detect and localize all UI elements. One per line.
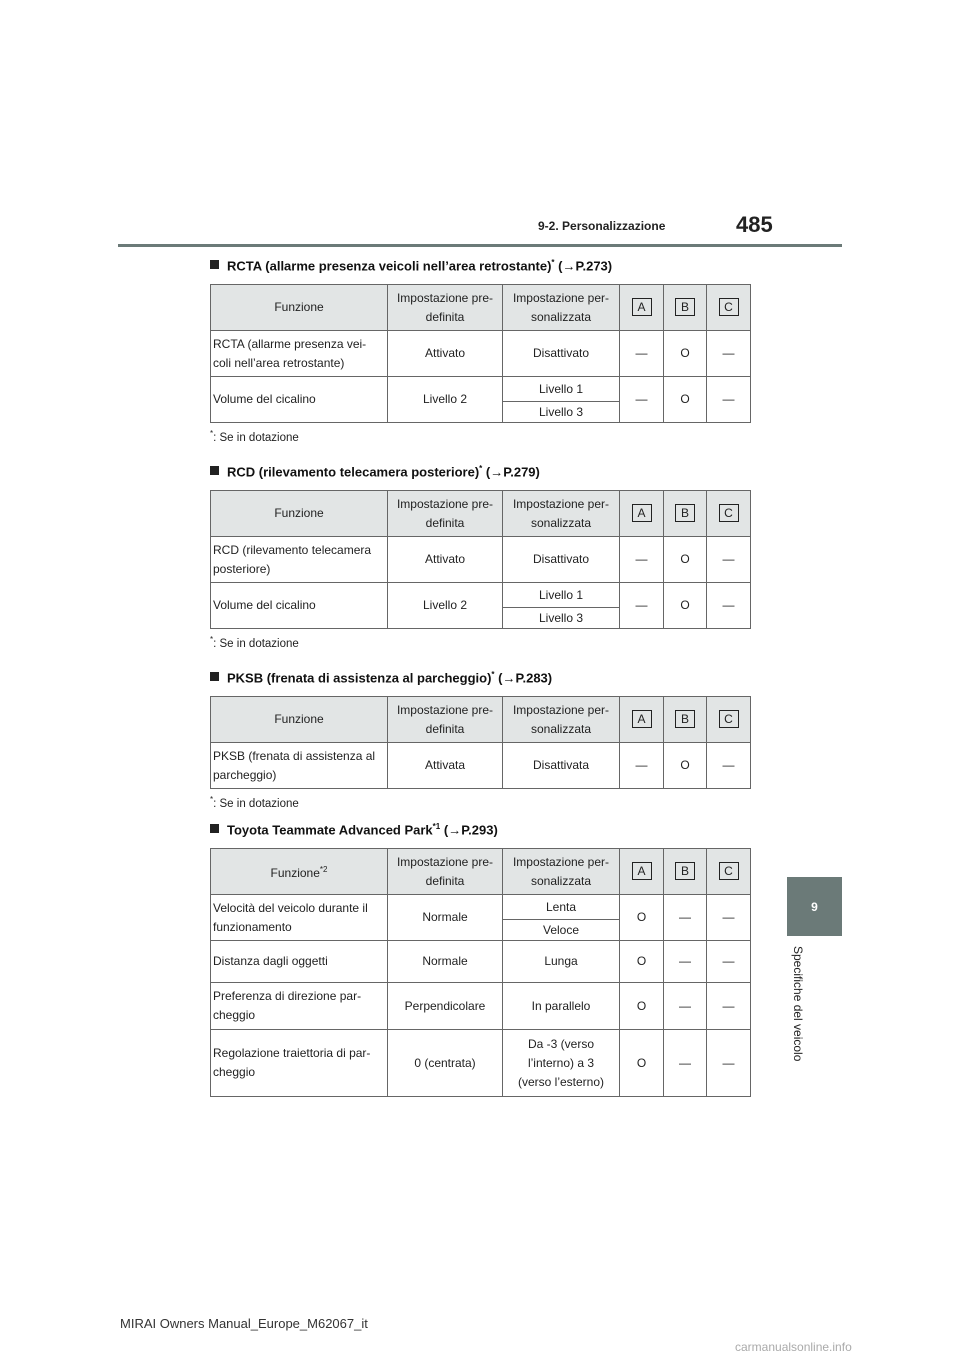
table-row <box>211 743 751 789</box>
footnote <box>210 795 750 810</box>
cell-default: Livello 2 <box>388 583 503 629</box>
title-sup: * <box>479 464 483 473</box>
title-sup: * <box>491 670 495 679</box>
cell-b: — <box>664 895 707 941</box>
cell-b: O <box>664 583 707 629</box>
cell-a: O <box>620 1030 664 1097</box>
square-bullet-icon <box>210 824 219 833</box>
section-title <box>210 670 750 692</box>
col-a <box>620 849 664 895</box>
table-row <box>211 331 751 377</box>
b-icon: B <box>675 298 695 316</box>
c-icon: C <box>719 710 739 728</box>
cell-funzione: Preferenza di direzione par- cheggio <box>211 983 388 1030</box>
settings-table <box>210 490 751 629</box>
col-c <box>707 285 751 331</box>
col-c <box>707 491 751 537</box>
title-sup: *1 <box>432 822 441 831</box>
cell-custom: Veloce <box>503 920 620 941</box>
footnote-mark: * <box>210 795 214 804</box>
cell-c: — <box>707 743 751 789</box>
cell-b: — <box>664 983 707 1030</box>
footnote-mark: * <box>210 635 214 644</box>
cell-custom: Lenta <box>503 895 620 920</box>
cell-default: Attivata <box>388 743 503 789</box>
cell-b: O <box>664 331 707 377</box>
cell-b: — <box>664 941 707 983</box>
col-custom: Impostazione per- sonalizzata <box>503 697 620 743</box>
section-title <box>210 258 750 280</box>
square-bullet-icon <box>210 466 219 475</box>
b-icon: B <box>675 862 695 880</box>
col-default: Impostazione pre- definita <box>388 697 503 743</box>
footer-text: MIRAI Owners Manual_Europe_M62067_it <box>120 1316 368 1331</box>
cell-custom: Livello 3 <box>503 608 620 629</box>
footnote <box>210 429 750 444</box>
col-default: Impostazione pre- definita <box>388 849 503 895</box>
cell-custom: Disattivata <box>503 743 620 789</box>
cell-b: — <box>664 1030 707 1097</box>
cell-c: — <box>707 377 751 423</box>
section-advanced-park <box>210 822 750 1097</box>
cell-default: Normale <box>388 941 503 983</box>
cell-a: — <box>620 377 664 423</box>
section-title-text: RCTA (allarme presenza veicoli nell’area retrostante) <box>227 258 552 274</box>
col-b <box>664 491 707 537</box>
page-ref-link[interactable]: (→P.273) <box>558 258 613 274</box>
chapter-label: 9-2. Personalizzazione <box>538 219 666 233</box>
cell-default: Normale <box>388 895 503 941</box>
col-default: Impostazione pre- definita <box>388 285 503 331</box>
col-funzione: Funzione <box>211 697 388 743</box>
table-row <box>211 377 751 402</box>
settings-table <box>210 696 751 789</box>
footnote-text: : Se in dotazione <box>213 637 299 650</box>
title-sup: * <box>551 258 555 267</box>
cell-c: — <box>707 331 751 377</box>
col-default: Impostazione pre- definita <box>388 491 503 537</box>
cell-funzione: Volume del cicalino <box>211 583 388 629</box>
cell-default: Attivato <box>388 537 503 583</box>
cell-c: — <box>707 583 751 629</box>
cell-custom: Livello 3 <box>503 402 620 423</box>
square-bullet-icon <box>210 260 219 269</box>
cell-a: — <box>620 331 664 377</box>
square-bullet-icon <box>210 672 219 681</box>
section-rcd <box>210 464 750 650</box>
footnote <box>210 635 750 650</box>
page-header <box>0 0 960 260</box>
cell-b: O <box>664 377 707 423</box>
c-icon: C <box>719 862 739 880</box>
settings-table <box>210 284 751 423</box>
col-b <box>664 697 707 743</box>
cell-b: O <box>664 537 707 583</box>
col-b <box>664 849 707 895</box>
a-icon: A <box>632 710 652 728</box>
a-icon: A <box>632 862 652 880</box>
cell-funzione: PKSB (frenata di assistenza al parcheggio) <box>211 743 388 789</box>
cell-a: O <box>620 941 664 983</box>
section-title <box>210 464 750 486</box>
section-title-text: PKSB (frenata di assistenza al parcheggio) <box>227 670 492 686</box>
col-c <box>707 697 751 743</box>
cell-c: — <box>707 983 751 1030</box>
section-rcta <box>210 258 750 444</box>
cell-custom: Livello 1 <box>503 583 620 608</box>
cell-funzione: Distanza dagli oggetti <box>211 941 388 983</box>
section-title-text: RCD (rilevamento telecamera posteriore) <box>227 464 480 480</box>
a-icon: A <box>632 298 652 316</box>
cell-default: 0 (centrata) <box>388 1030 503 1097</box>
cell-funzione: RCD (rilevamento telecamera posteriore) <box>211 537 388 583</box>
table-header-row <box>211 697 751 743</box>
cell-custom: Da -3 (verso l’interno) a 3 (verso l’esterno) <box>503 1030 620 1097</box>
footnote-mark: * <box>210 429 214 438</box>
b-icon: B <box>675 504 695 522</box>
cell-c: — <box>707 895 751 941</box>
a-icon: A <box>632 504 652 522</box>
b-icon: B <box>675 710 695 728</box>
cell-funzione: RCTA (allarme presenza vei- coli nell’area retrostante) <box>211 331 388 377</box>
watermark: carmanualsonline.info <box>735 1340 852 1354</box>
col-custom: Impostazione per- sonalizzata <box>503 285 620 331</box>
table-header-row <box>211 285 751 331</box>
footnote-text: : Se in dotazione <box>213 797 299 810</box>
cell-b: O <box>664 743 707 789</box>
cell-default: Attivato <box>388 331 503 377</box>
table-row <box>211 583 751 608</box>
cell-a: O <box>620 983 664 1030</box>
cell-funzione: Velocità del veicolo durante il funzionamento <box>211 895 388 941</box>
cell-a: — <box>620 743 664 789</box>
chapter-side-label <box>786 946 808 1081</box>
cell-a: O <box>620 895 664 941</box>
cell-funzione: Regolazione traiettoria di par- cheggio <box>211 1030 388 1097</box>
table-row <box>211 983 751 1030</box>
col-funzione-text: Funzione <box>270 866 320 880</box>
col-funzione: Funzione <box>211 285 388 331</box>
cell-c: — <box>707 537 751 583</box>
cell-custom: In parallelo <box>503 983 620 1030</box>
page-ref-link[interactable]: (→P.283) <box>498 670 553 686</box>
section-title-text: Toyota Teammate Advanced Park <box>227 822 433 838</box>
col-custom: Impostazione per- sonalizzata <box>503 849 620 895</box>
cell-custom: Disattivato <box>503 331 620 377</box>
col-funzione <box>211 849 388 895</box>
cell-a: — <box>620 537 664 583</box>
chapter-side-text: Specifiche del veicolo <box>791 946 805 1062</box>
cell-c: — <box>707 1030 751 1097</box>
section-title <box>210 822 750 844</box>
footnote-text: : Se in dotazione <box>213 431 299 444</box>
cell-custom: Disattivato <box>503 537 620 583</box>
c-icon: C <box>719 298 739 316</box>
col-b <box>664 285 707 331</box>
col-a <box>620 285 664 331</box>
col-funzione-sup: *2 <box>319 865 328 874</box>
cell-custom: Livello 1 <box>503 377 620 402</box>
page-ref-link[interactable]: (→P.279) <box>485 464 540 480</box>
col-a <box>620 491 664 537</box>
col-c <box>707 849 751 895</box>
cell-custom: Lunga <box>503 941 620 983</box>
settings-table <box>210 848 751 1097</box>
chapter-tab: 9 <box>787 877 842 936</box>
page-number: 485 <box>736 212 773 237</box>
page-ref-link[interactable]: (→P.293) <box>443 822 498 838</box>
cell-funzione: Volume del cicalino <box>211 377 388 423</box>
table-header-row <box>211 849 751 895</box>
table-row <box>211 537 751 583</box>
col-custom: Impostazione per- sonalizzata <box>503 491 620 537</box>
table-row <box>211 895 751 920</box>
cell-a: — <box>620 583 664 629</box>
header-divider <box>118 244 842 247</box>
c-icon: C <box>719 504 739 522</box>
table-row <box>211 941 751 983</box>
section-pksb <box>210 670 750 810</box>
cell-default: Perpendicolare <box>388 983 503 1030</box>
cell-c: — <box>707 941 751 983</box>
col-funzione: Funzione <box>211 491 388 537</box>
cell-default: Livello 2 <box>388 377 503 423</box>
col-a <box>620 697 664 743</box>
table-row <box>211 1030 751 1097</box>
table-header-row <box>211 491 751 537</box>
